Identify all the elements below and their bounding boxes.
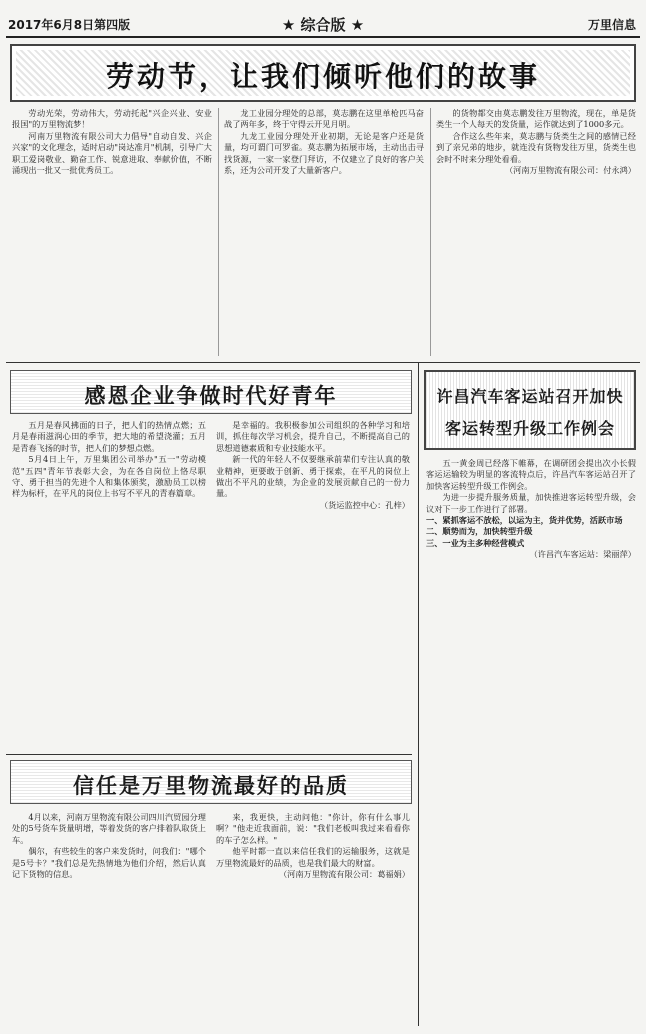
article4-paragraph: 为进一步提升服务质量，加快推进客运转型升级，会议对下一步工作进行了部署。 <box>426 492 636 514</box>
article3-paragraph: 他平时都一直以来信任我们的运输服务，这就是万里物流最好的品质，也是我们最大的财富。 <box>216 846 410 868</box>
issue-date: 2017年6月8日第四版 <box>8 18 131 32</box>
article1-title: 劳动节，让我们倾听他们的故事 <box>105 60 540 93</box>
article2-signature: （货运监控中心：孔梓） <box>319 499 410 510</box>
article4-title-line-1: 许昌汽车客运站召开加快 <box>436 387 624 406</box>
article3-headline-box <box>10 760 412 804</box>
article4-paragraph: 五一黄金周已经落下帷幕，在调研团会提出次小长假客运运输较为明显的客流特点后，许昌汽车客运站召开了加快客运转型升级工作例会。 <box>426 458 636 491</box>
article1-paragraph: 龙工业园分理处的总部，莫志鹏在这里单枪匹马奋战了两年多，终于守得云开见月明。 <box>224 108 424 130</box>
article1-paragraph: 合作这么些年来，莫志鹏与货类生之间的感情已经到了亲兄弟的地步，就连没有货物发往万里，货类生也会时不时来分理处看看。 <box>436 130 636 164</box>
section-rule <box>6 362 640 363</box>
article2-paragraph: 是幸福的。我积极参加公司组织的各种学习和培训，抓住每次学习机会，提升自己，不断提高自己的思想道德素质和专业技能水平。 <box>216 420 410 453</box>
article1-paragraph: 河南万里物流有限公司大力倡导"自动自发、兴企兴家"的文化理念，适时启动"岗达准月"机制，引导广大职工爱岗敬业、勤奋工作、锐意进取、奉献价值，不断涌现出一批又一批优秀员工。 <box>12 130 212 176</box>
column-divider <box>430 108 431 356</box>
article3-column-1 <box>12 812 206 1026</box>
article1-paragraph: 九龙工业园分理处开业初期，无论是客户还是货量，均可谓门可罗雀。莫志鹏为拓展市场，主动出击寻找货源，一家一家登门拜访，不仅建立了良好的客户关系，还为公司开发了大量新客户。 <box>224 130 424 176</box>
article3-column-2 <box>216 812 410 1026</box>
article2-paragraph: 5月4日上午，万里集团公司举办"五一"劳动模范"五四"青年节表彰大会，为在各自岗位上恪尽职守、勇于担当的先进个人和集体颁奖，激励员工以榜样为标杆，在平凡的岗位上书写不平凡的青春篇章。 <box>12 454 206 499</box>
section-title: ★ 综合版 ★ <box>281 16 365 34</box>
article1-column-3 <box>436 108 636 356</box>
article4-title-line-2: 客运转型升级工作例会 <box>444 419 615 438</box>
article2-paragraph: 五月是春风拂面的日子，把人们的热情点燃；五月是春雨滋润心田的季节，把大地的希望浇灌；五月是青春飞扬的时节，把人们的梦想点燃。 <box>12 420 206 453</box>
article1-signature: （河南万里物流有限公司：付永鸿） <box>504 165 636 176</box>
section-rule <box>6 754 412 755</box>
article3-signature: （河南万里物流有限公司：葛福娟） <box>278 869 410 880</box>
column-divider <box>218 108 219 356</box>
article1-column-2 <box>224 108 424 356</box>
article3-paragraph: 来，我更快，主动问他："你计，你有什么事儿啊？"他走近我面前，说："我们老板叫我过来看看你的车子怎么样。" <box>216 812 410 845</box>
article1-column-1 <box>12 108 212 356</box>
article2-column-2 <box>216 420 410 750</box>
article3-paragraph: 4月以来，河南万里物流有限公司四川汽贸园分理处的5号货车货量明增，等着发货的客户排着队取货上车。 <box>12 812 206 845</box>
article2-title: 感恩企业争做时代好青年 <box>84 384 338 408</box>
article3-paragraph: 偶尔，有些较生的客户来发货时，问我们："哪个是5号卡？"我们总是先热情地为他们介绍，然后认真记下货物的信息。 <box>12 846 206 880</box>
article4-subheading: 二、顺势而为，加快转型升级 <box>426 526 533 537</box>
article1-paragraph: 劳动光荣，劳动伟大，劳动托起"兴企兴业、安业报国"的万里物流梦！ <box>12 108 212 130</box>
article1-paragraph: 的货物都交由莫志鹏发往万里物流，现在，单是货类生一个人每天的发货量，运作就达到了1000多元。 <box>436 108 636 130</box>
article4-subheading: 一、紧抓客运不放松，以运为主，货并优势，活跃市场 <box>426 515 623 526</box>
vertical-divider <box>418 362 419 1026</box>
article4-headline-box <box>424 370 636 450</box>
article1-headline-box <box>10 44 636 102</box>
article2-column-1 <box>12 420 206 750</box>
article3-title: 信任是万里物流最好的品质 <box>73 774 349 798</box>
article4-body <box>426 458 636 1026</box>
article4-subheading: 三、一业为主多种经营模式 <box>426 537 525 548</box>
page-header <box>6 4 640 38</box>
paper-name: 万里信息 <box>587 18 636 32</box>
article2-headline-box <box>10 370 412 414</box>
article2-paragraph: 新一代的年轻人不仅要继承前辈们专注认真的敬业精神，更要敢于创新、勇于探索，在平凡的岗位上做出不平凡的业绩，为企业的发展贡献自己的一份力量。 <box>216 454 410 499</box>
article4-signature: （许昌汽车客运站：梁丽萍） <box>529 549 636 560</box>
